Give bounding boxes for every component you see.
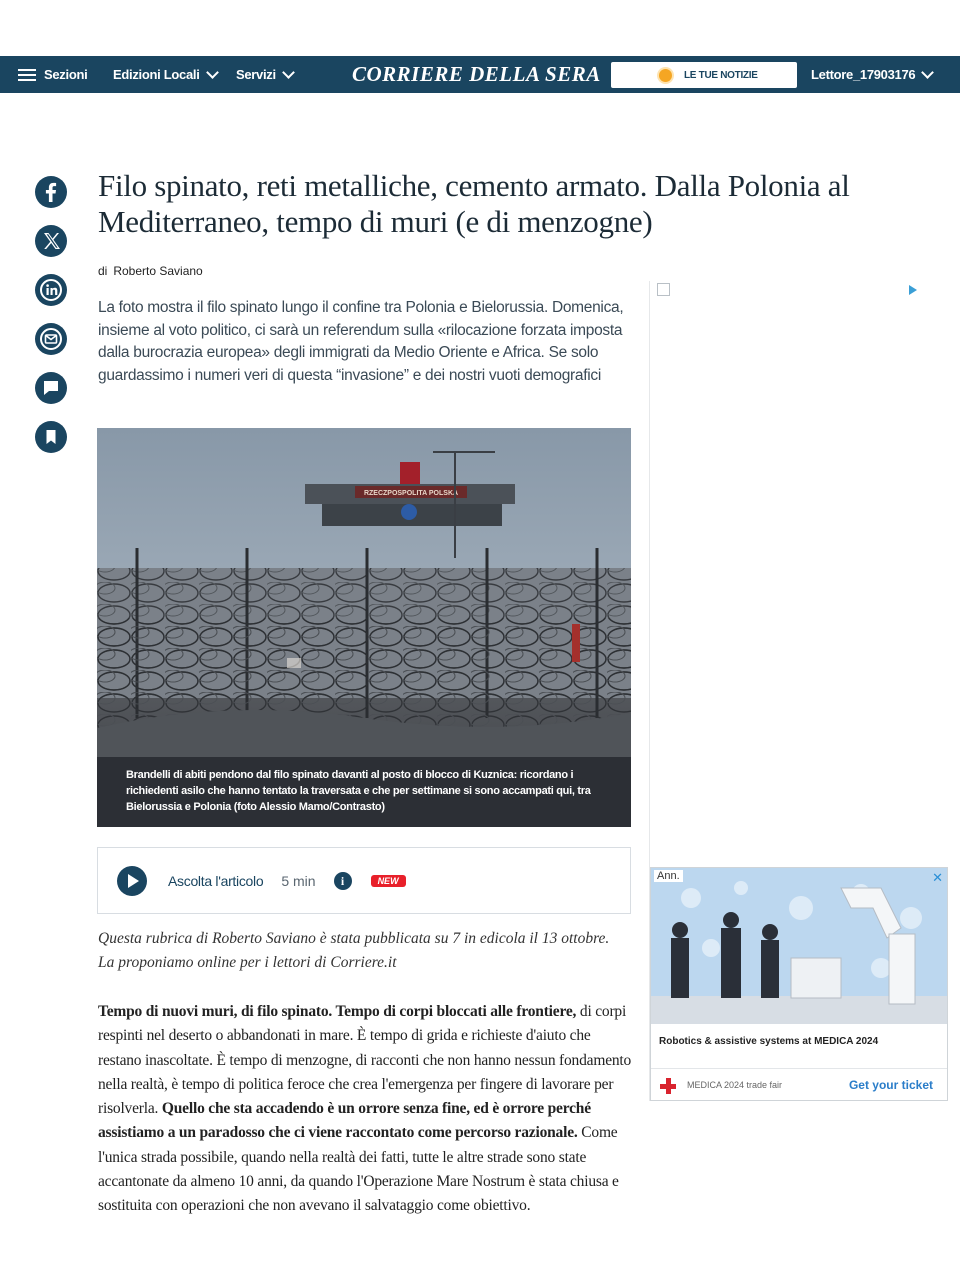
advertisement[interactable] <box>650 867 948 1101</box>
hamburger-icon <box>18 66 36 84</box>
chevron-down-icon <box>206 66 219 79</box>
adchoices-icon[interactable] <box>909 285 917 295</box>
ad-title[interactable]: Robotics & assistive systems at MEDICA 2024 <box>659 1036 879 1047</box>
body-text-2: Come l'unica strada possibile, quando nella realtà dei fatti, tutte le altre strade sono state accantonate da almeno 10 anni, da quando l'Operazione Mare Nostrum è stata chiusa e sostituita con operazioni che non avevano il salvataggio come obiettivo. <box>98 1124 619 1215</box>
social-share-bar <box>35 176 69 470</box>
comment-icon <box>35 372 67 404</box>
site-logo[interactable]: CORRIERE DELLA SERA <box>352 62 601 86</box>
medica-logo-icon <box>660 1078 676 1094</box>
your-news-label: LE TUE NOTIZIE <box>684 69 758 81</box>
sections-menu-button[interactable] <box>18 56 87 93</box>
user-label: Lettore_17903176 <box>811 67 916 82</box>
bookmark-icon <box>35 421 67 453</box>
facebook-share-button[interactable] <box>35 176 67 208</box>
photo-caption: Brandelli di abiti pendono dal filo spinato davanti al posto di blocco di Kuznica: ricordano i richiedenti asilo che hanno tentato la traversata e che per settimane si sono accampati qui, tra Bielorussia e Polonia (foto Alessio Mamo/Contrasto) <box>97 757 631 827</box>
article-body <box>98 1000 632 1224</box>
ad-divider <box>651 1068 947 1069</box>
facebook-icon <box>35 176 67 208</box>
new-badge: NEW <box>371 875 406 887</box>
ad-tag: Ann. <box>654 870 683 882</box>
local-editions-label: Edizioni Locali <box>113 67 200 82</box>
article-summary: La foto mostra il filo spinato lungo il confine tra Polonia e Bielorussia. Domenica, insieme al voto politico, ci sarà un referendum sulla «rilocazione forzata imposta dalla burocrazia europea» degli immigrati da Medio Oriente e Africa. Se solo guardassimo i numeri veri di questa “invasione” e dei nostri vuoti demografici <box>98 299 624 384</box>
listen-article-link[interactable]: Ascolta l'articolo <box>168 872 264 889</box>
audio-duration: 5 min <box>281 872 316 889</box>
ad-image <box>651 868 947 1024</box>
body-bold-2: Quello che sta accadendo è un orrore senza fine, ed è orrore perché assistiamo a un paradosso che ci viene raccontato come percorso razionale. <box>98 1100 591 1142</box>
services-label: Servizi <box>236 67 276 82</box>
article-photo[interactable] <box>97 428 631 827</box>
chevron-down-icon <box>282 66 295 79</box>
byline-prefix: di <box>98 264 108 278</box>
sun-icon <box>659 69 672 82</box>
comments-button[interactable] <box>35 372 67 404</box>
robotics-fair-image <box>651 868 947 1024</box>
sections-label: Sezioni <box>44 67 88 82</box>
article-headline: Filo spinato, reti metalliche, cemento armato. Dalla Polonia al Mediterraneo, tempo di muri (e di menzogne) <box>98 168 850 239</box>
user-menu-dropdown[interactable] <box>811 56 932 93</box>
byline <box>98 264 203 278</box>
get-ticket-button[interactable]: Get your ticket <box>848 1078 933 1092</box>
body-bold-lead: Tempo di nuovi muri, di filo spinato. Tempo di corpi bloccati alle frontiere, <box>98 1003 577 1020</box>
broken-image-icon <box>657 283 670 296</box>
ad-source: MEDICA 2024 trade fair <box>687 1080 783 1090</box>
publication-note: Questa rubrica di Roberto Saviano è stata pubblicata su 7 in edicola il 13 ottobre. La proponiamo online per i lettori di Corriere.it <box>98 930 610 971</box>
info-icon[interactable]: i <box>334 872 352 890</box>
linkedin-icon <box>35 274 67 306</box>
play-icon[interactable] <box>117 866 147 896</box>
mail-icon <box>35 323 67 355</box>
author-link[interactable]: Roberto Saviano <box>113 264 203 278</box>
x-share-button[interactable] <box>35 225 67 257</box>
x-icon <box>35 225 67 257</box>
email-share-button[interactable] <box>35 323 67 355</box>
bookmark-button[interactable] <box>35 421 67 453</box>
local-editions-dropdown[interactable] <box>113 56 217 93</box>
audio-player <box>97 847 631 914</box>
chevron-down-icon <box>921 66 934 79</box>
your-news-button[interactable] <box>611 62 797 88</box>
body-text-1: di corpi respinti nel deserto o abbandonati in mare. È tempo di grida e richieste d'aiuto che restano inascoltate. È tempo di menzogne, di racconti che non hanno nessun fondamento nella realtà, è tempo di politica feroce che crea l'emergenza per fingere di lavorare per risolverla. <box>98 1003 632 1118</box>
services-dropdown[interactable] <box>236 56 293 93</box>
checkpoint-sign: RZECZPOSPOLITA POLSKA <box>363 490 459 497</box>
close-icon[interactable]: ✕ <box>932 870 943 885</box>
top-navigation-bar <box>0 56 960 93</box>
linkedin-share-button[interactable] <box>35 274 67 306</box>
